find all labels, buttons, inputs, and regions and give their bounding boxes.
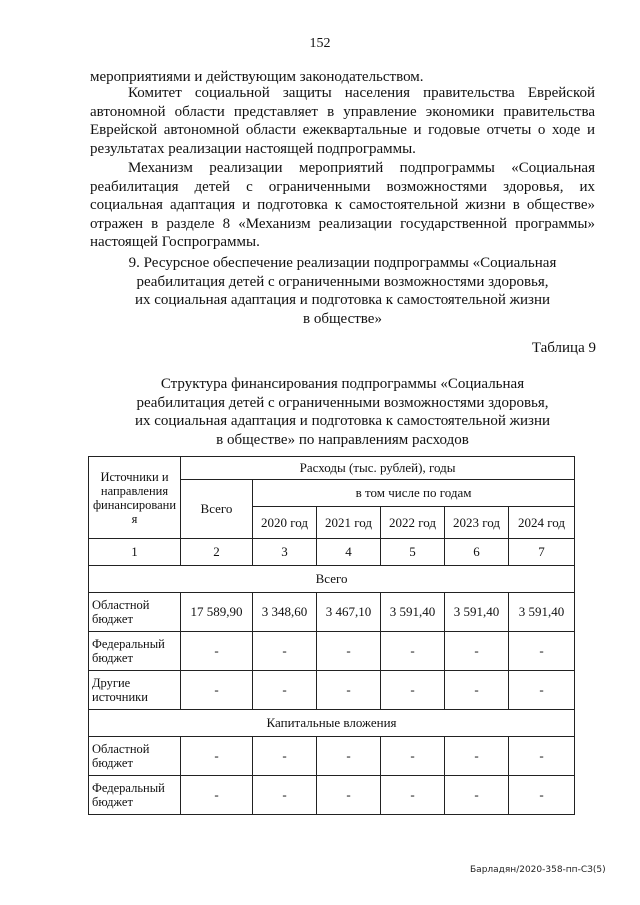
section-title: Капитальные вложения — [89, 710, 575, 737]
section-heading-line: реабилитация детей с ограниченными возможностями здоровья, — [136, 273, 549, 290]
column-number: 3 — [253, 539, 317, 566]
row-value: - — [317, 632, 381, 671]
table-label: Таблица 9 — [531, 340, 596, 356]
row-source: Областной бюджет — [89, 593, 181, 632]
row-value: - — [509, 632, 575, 671]
row-value: 17 589,90 — [181, 593, 253, 632]
table-section-row — [89, 710, 575, 737]
section-heading-line: их социальная адаптация и подготовка к самостоятельной жизни — [134, 292, 551, 308]
table-title-line: Структура финансирования подпрограммы «Социальная — [160, 376, 525, 392]
header-expenses: Расходы (тыс. рублей), годы — [181, 457, 575, 480]
row-value: - — [509, 737, 575, 776]
row-source: Федеральный бюджет — [89, 632, 181, 671]
row-value: - — [445, 737, 509, 776]
row-value: 3 591,40 — [509, 593, 575, 632]
column-number: 6 — [445, 539, 509, 566]
row-value: - — [317, 737, 381, 776]
row-value: - — [253, 671, 317, 710]
row-value: - — [445, 632, 509, 671]
section-heading-line: в обществе» — [303, 310, 382, 327]
table-title-line: в обществе» по направлениям расходов — [216, 431, 469, 448]
table-title-line: реабилитация детей с ограниченными возможностями здоровья, — [136, 394, 549, 411]
row-value: - — [445, 776, 509, 815]
paragraph-reporting: Комитет социальной защиты населения правительства Еврейской автономной области представляет в управление экономики правительства Еврейской автономной области ежеквартальные и годовые отчеты о ходе и результатах реализации настоящей подпрограммы. — [90, 85, 595, 157]
table-row — [89, 593, 575, 632]
footer-stamp: Барладян/2020-358-пп-СЗ(5) — [470, 865, 606, 875]
section-title: Всего — [89, 566, 575, 593]
section-heading-line: 9. Ресурсное обеспечение реализации подпрограммы «Социальная — [128, 255, 557, 271]
row-value: - — [253, 776, 317, 815]
column-number: 7 — [509, 539, 575, 566]
page-number: 152 — [309, 36, 331, 51]
row-value: - — [181, 671, 253, 710]
header-year: 2021 год — [317, 507, 381, 539]
column-number-row — [89, 539, 575, 566]
header-year: 2020 год — [253, 507, 317, 539]
table-title — [90, 375, 595, 449]
row-value: 3 467,10 — [317, 593, 381, 632]
table-section-row — [89, 566, 575, 593]
financing-table-body — [89, 457, 575, 815]
row-value: - — [509, 671, 575, 710]
row-value: 3 591,40 — [445, 593, 509, 632]
header-total: Всего — [181, 480, 253, 539]
table-row — [89, 671, 575, 710]
paragraph-mechanism: Механизм реализации мероприятий подпрограммы «Социальная реабилитация детей с ограниченными возможностями здоровья, их социальная адаптация и подготовка к самостоятельной жизни в обществе» отражен в разделе 8 «Механизм реализации государственной программы» настоящей Госпрограммы. — [90, 160, 595, 250]
row-value: - — [509, 776, 575, 815]
row-source: Областной бюджет — [89, 737, 181, 776]
table-header-row — [89, 457, 575, 480]
header-year: 2022 год — [381, 507, 445, 539]
column-number: 1 — [89, 539, 181, 566]
row-value: - — [181, 632, 253, 671]
table-row — [89, 737, 575, 776]
column-number: 5 — [381, 539, 445, 566]
row-value: - — [181, 776, 253, 815]
row-value: - — [181, 737, 253, 776]
row-value: - — [253, 632, 317, 671]
header-year: 2024 год — [509, 507, 575, 539]
column-number: 2 — [181, 539, 253, 566]
row-value: 3 591,40 — [381, 593, 445, 632]
row-value: - — [253, 737, 317, 776]
row-value: - — [381, 671, 445, 710]
row-value: - — [445, 671, 509, 710]
column-number: 4 — [317, 539, 381, 566]
financing-table — [88, 456, 575, 815]
row-value: - — [381, 776, 445, 815]
row-source: Федеральный бюджет — [89, 776, 181, 815]
row-value: 3 348,60 — [253, 593, 317, 632]
section-heading — [90, 254, 595, 328]
row-value: - — [317, 776, 381, 815]
row-value: - — [381, 632, 445, 671]
header-source: Источники и направления финансировани я — [89, 457, 181, 539]
header-year: 2023 год — [445, 507, 509, 539]
table-row — [89, 632, 575, 671]
row-value: - — [381, 737, 445, 776]
row-value: - — [317, 671, 381, 710]
table-row — [89, 776, 575, 815]
table-title-line: их социальная адаптация и подготовка к самостоятельной жизни — [134, 413, 551, 429]
paragraph-continuation: мероприятиями и действующим законодательством. — [90, 69, 424, 85]
row-source: Другие источники — [89, 671, 181, 710]
header-by-years: в том числе по годам — [253, 480, 575, 507]
